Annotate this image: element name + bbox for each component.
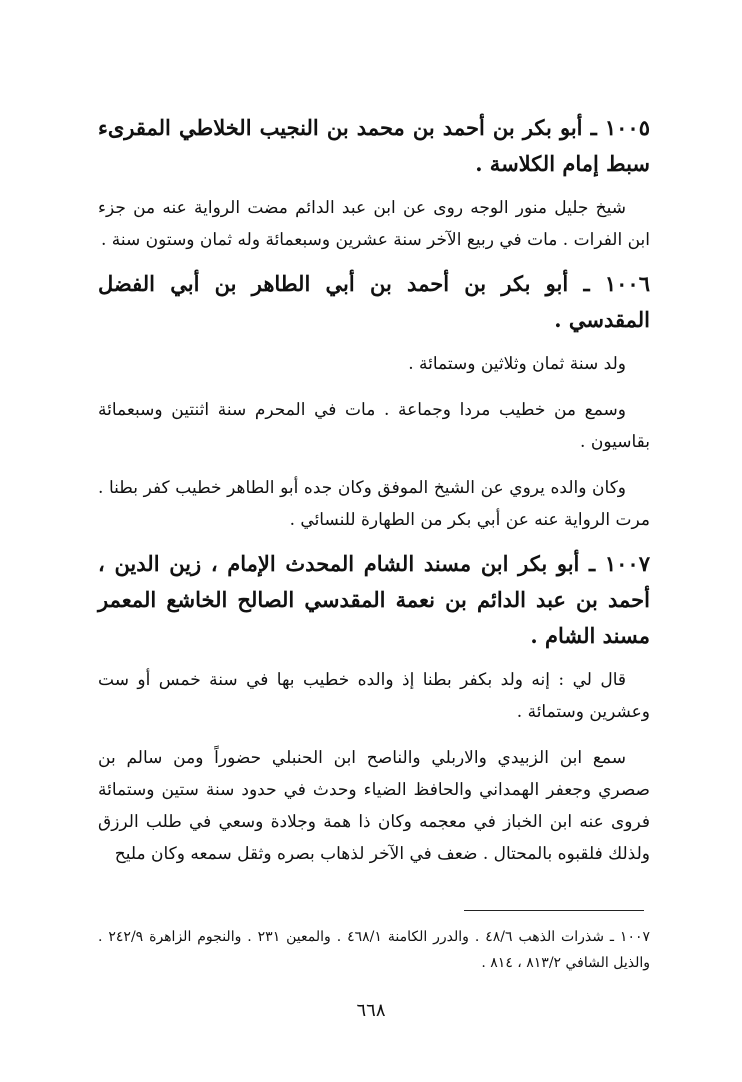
- spacer: [98, 458, 650, 472]
- entry-1005-paragraph: شيخ جليل منور الوجه روى عن ابن عبد الدائم مضت الرواية عنه من جزء ابن الفرات . مات في ربيع الآخر سنة عشرين وسبعمائة وله ثمان وستون سنة .: [98, 198, 650, 250]
- entry-1006-heading: ١٠٠٦ ـ أبو بكر بن أحمد بن أبي الطاهر بن أبي الفضل المقدسي .: [98, 271, 650, 332]
- entry-1006-paragraph-death: وسمع من خطيب مردا وجماعة . مات في المحرم سنة اثنتين وسبعمائة بقاسيون .: [98, 400, 650, 452]
- spacer: [98, 536, 650, 546]
- entry-1007-paragraph-birth: قال لي : إنه ولد بكفر بطنا إذ والده خطيب بها في سنة خمس أو ست وعشرين وستمائة .: [98, 670, 650, 722]
- entry-1006-paragraph-family: وكان والده يروي عن الشيخ الموفق وكان جده أبو الطاهر خطيب كفر بطنا . مرت الرواية عنه عن أبي بكر من الطهارة للنسائي .: [98, 478, 650, 530]
- entry-1006-paragraph-birth: ولد سنة ثمان وثلاثين وستمائة .: [408, 354, 626, 374]
- footnote-divider: [464, 910, 644, 911]
- spacer: [98, 182, 650, 192]
- spacer: [98, 338, 650, 348]
- spacer: [98, 380, 650, 394]
- spacer: [98, 728, 650, 742]
- entry-1005-heading: ١٠٠٥ ـ أبو بكر بن أحمد بن محمد بن النجيب الخلاطي المقرىء سبط إمام الكلاسة .: [98, 115, 650, 176]
- entry-1007-paragraph-bio: سمع ابن الزبيدي والاربلي والناصح ابن الحنبلي حضوراً ومن سالم بن صصري وجعفر الهمداني والحافظ الضياء وحدث في حدود سنة ستين وستمائة فروى عنه ابن الخباز في معجمه وكان ذا همة وجلادة وسعي في طلب الرزق ولذلك فلقبوه بالمحتال . ضعف في الآخر لذهاب بصره وثقل سمعه وكان مليح: [98, 748, 650, 864]
- entry-1007-heading: ١٠٠٧ ـ أبو بكر ابن مسند الشام المحدث الإمام ، زين الدين ، أحمد بن عبد الدائم بن نعمة المقدسي الصالح الخاشع المعمر مسند الشام .: [98, 551, 650, 648]
- page-number: ٦٦٨: [356, 1000, 386, 1021]
- main-text: [98, 110, 650, 870]
- spacer: [98, 256, 650, 266]
- footnote-1007: ١٠٠٧ ـ شذرات الذهب ٤٨/٦ . والدرر الكامنة ٤٦٨/١ . والمعين ٢٣١ . والنجوم الزاهرة ٢٤٢/٩ . والذيل الشافي ٨١٣/٢ ، ٨١٤ .: [98, 929, 650, 971]
- spacer: [98, 654, 650, 664]
